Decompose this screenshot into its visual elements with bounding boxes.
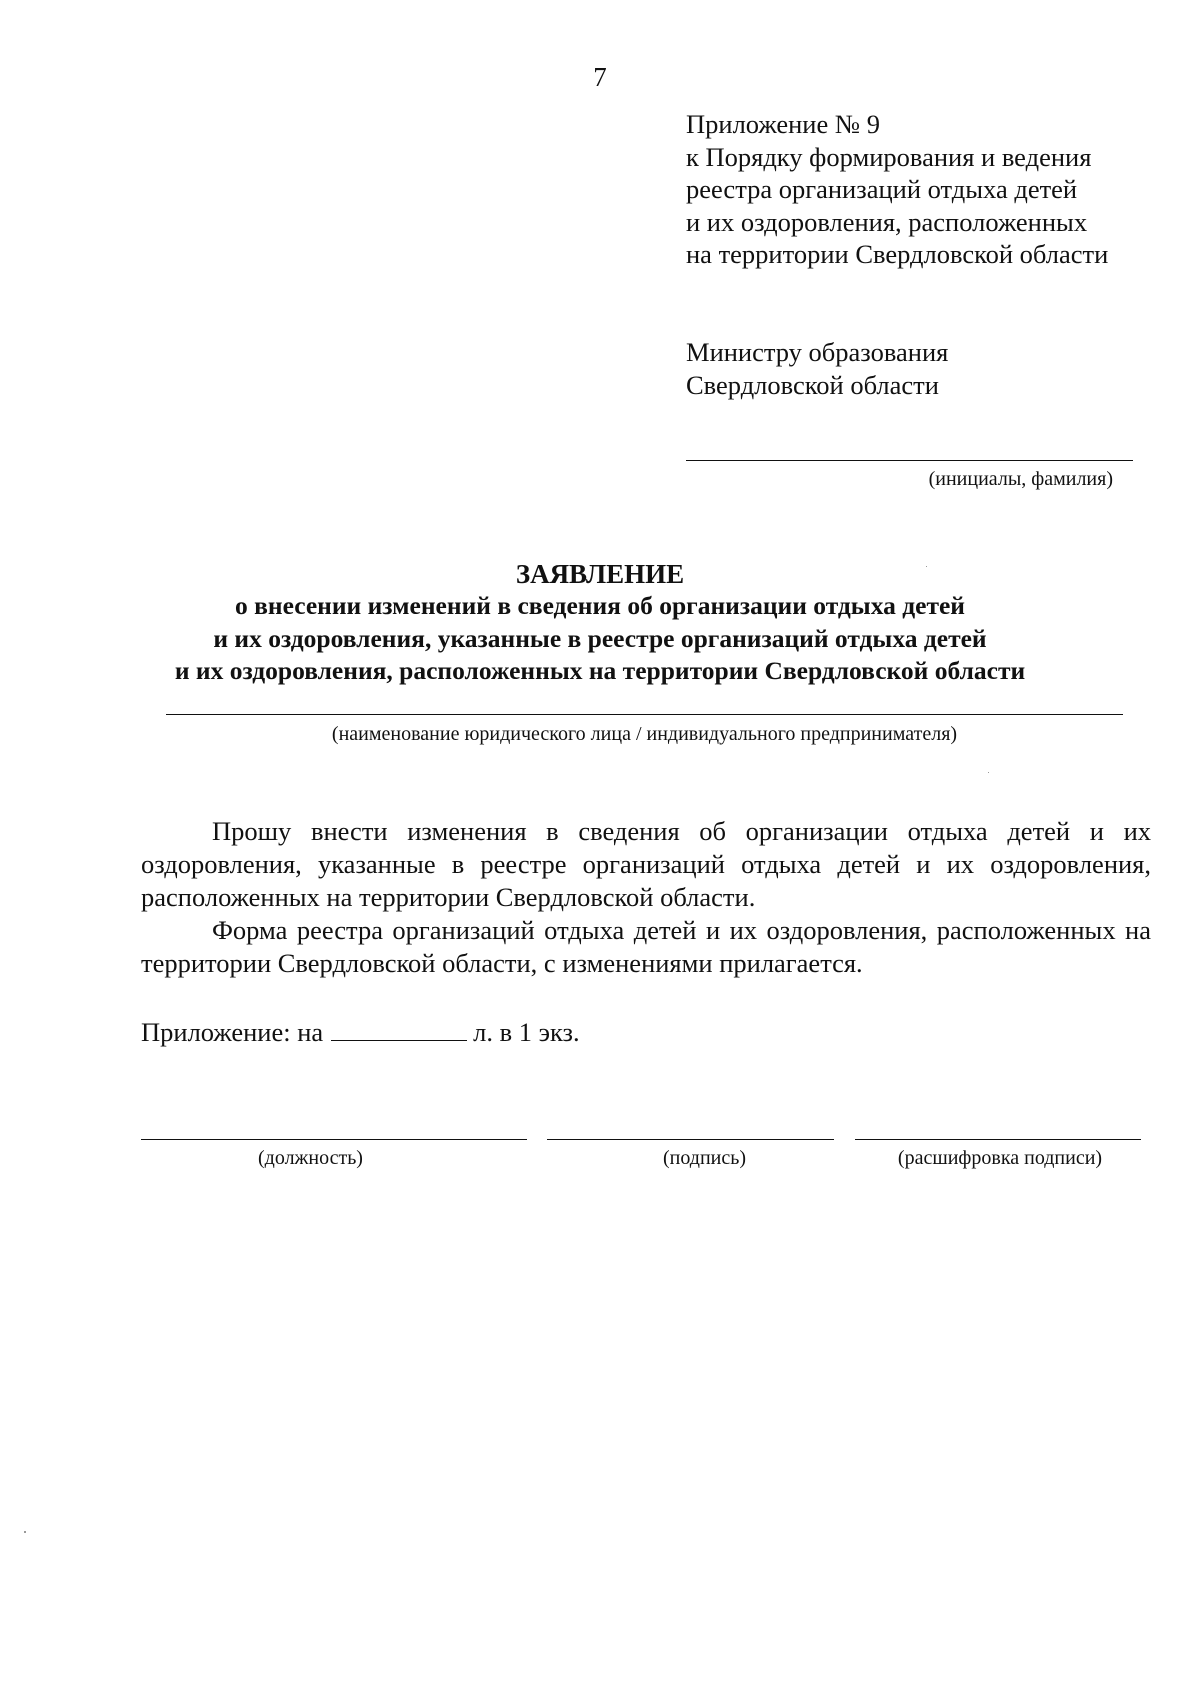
initials-surname-field[interactable]	[686, 460, 1133, 461]
signature-caption: (подпись)	[662, 1147, 747, 1169]
addressee-line: Свердловской области	[686, 369, 939, 400]
sheet-count-field[interactable]	[331, 1039, 467, 1041]
appendix-line: и их оздоровления, расположенных	[686, 206, 1088, 237]
appendix-line: на территории Свердловской области	[686, 239, 1109, 269]
organization-name-caption: (наименование юридического лица / индивидуального предпринимателя)	[331, 723, 958, 745]
attachment-paragraph: Форма реестра организаций отдыха детей и их оздоровления, расположенных на территории Свердловской области, с изменениями прилагается.	[141, 915, 1151, 978]
subtitle-line: о внесении изменений в сведения об организации отдыха детей	[234, 591, 965, 620]
organization-name-field[interactable]	[166, 714, 1123, 715]
signature-decoding-field[interactable]	[855, 1139, 1141, 1140]
subtitle-line: и их оздоровления, расположенных на территории Свердловской области	[174, 656, 1026, 685]
appendix-line: к Порядку формирования и ведения	[686, 141, 1092, 172]
attachment-suffix: л. в 1 экз.	[473, 1017, 580, 1047]
document-title: ЗАЯВЛЕНИЕ	[515, 559, 685, 589]
scan-speck	[926, 566, 927, 567]
subtitle-line: и их оздоровления, указанные в реестре организаций отдыха детей	[213, 623, 987, 653]
appendix-reference	[686, 108, 1186, 271]
page-number: 7	[593, 62, 607, 92]
appendix-line: реестра организаций отдыха детей	[686, 174, 1078, 204]
signature-field[interactable]	[547, 1139, 834, 1140]
appendix-line: Приложение № 9	[686, 109, 881, 139]
addressee-line: Министру образования	[686, 337, 949, 367]
signature-decoding-caption: (расшифровка подписи)	[897, 1147, 1103, 1169]
scan-speck	[988, 772, 989, 773]
request-body	[141, 815, 1151, 980]
addressee	[686, 336, 1186, 401]
request-paragraph: Прошу внести изменения в сведения об организации отдыха детей и их оздоровления, указанные в реестре организаций отдыха детей и их оздоровления, расположенных на территории Свердловской области.	[141, 816, 1151, 912]
position-field[interactable]	[141, 1139, 527, 1140]
attachment-prefix: Приложение: на	[141, 1017, 324, 1047]
document-subtitle	[0, 590, 1200, 688]
position-caption: (должность)	[258, 1147, 363, 1169]
scan-speck	[24, 1531, 26, 1533]
initials-surname-caption: (инициалы, фамилия)	[928, 468, 1113, 490]
attachment-line	[141, 1016, 580, 1048]
